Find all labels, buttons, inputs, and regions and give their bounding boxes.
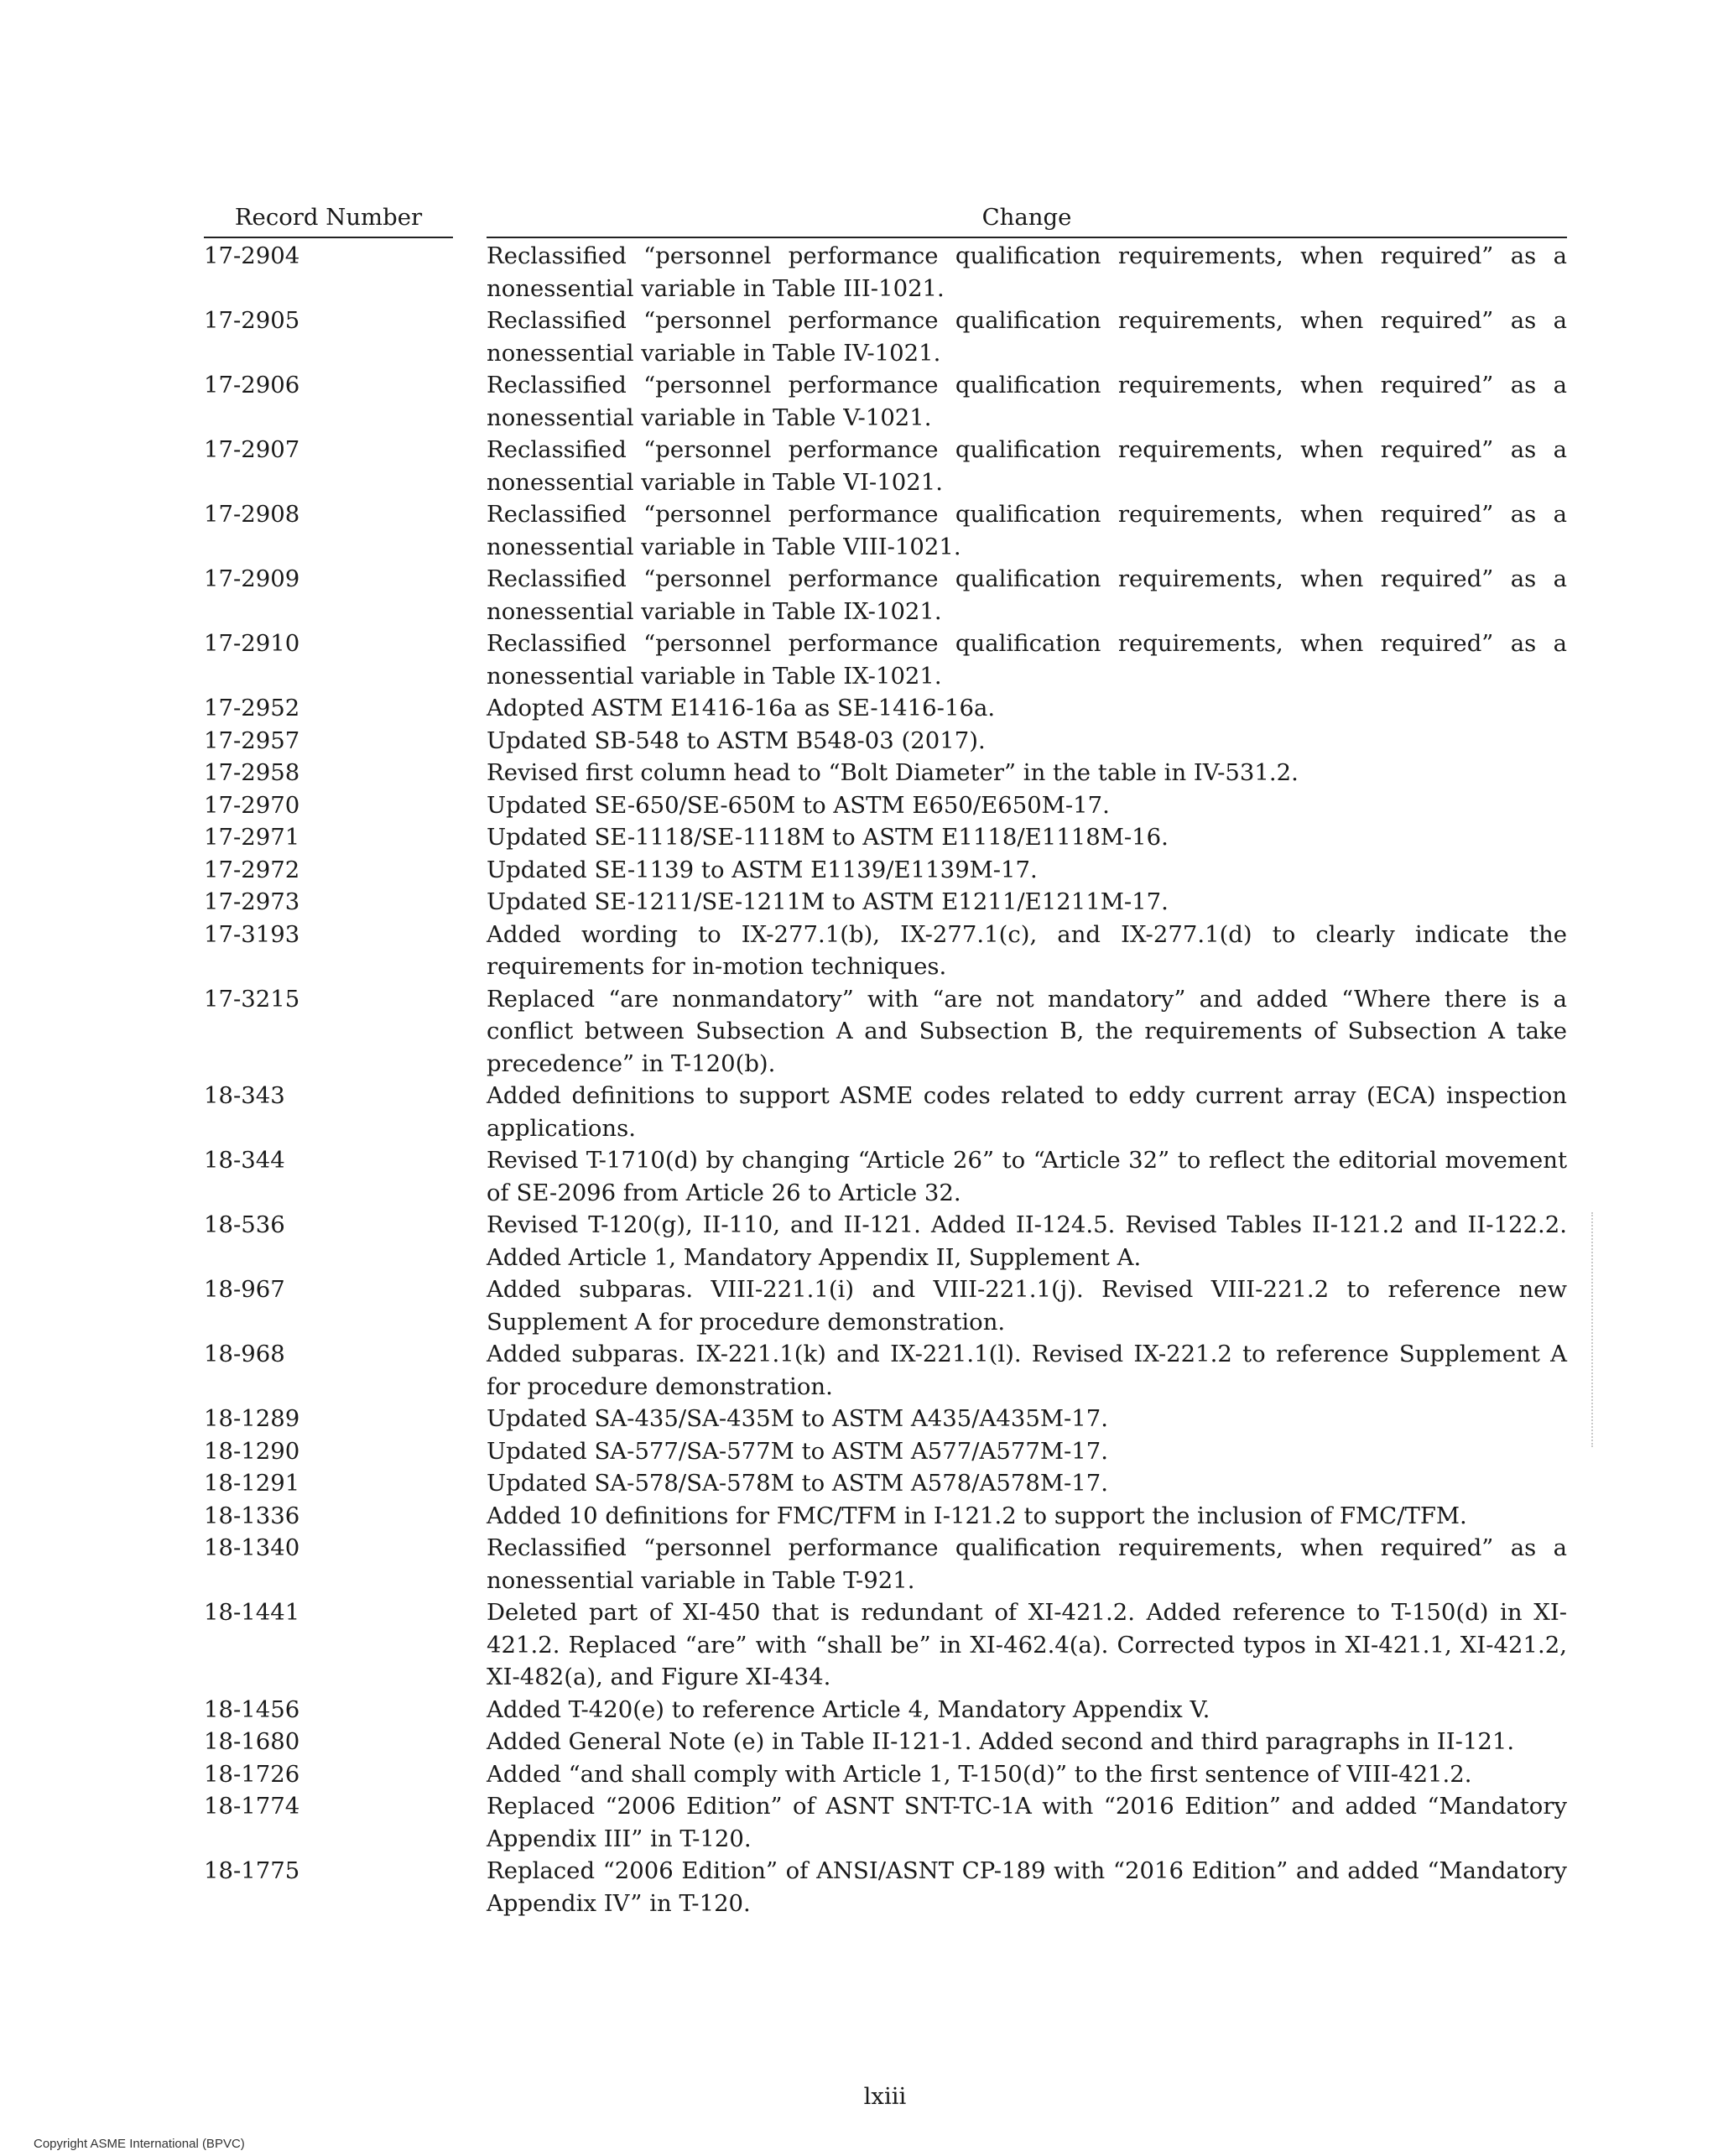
record-number: 18-1726 (204, 1760, 300, 1788)
table-row (204, 886, 1567, 919)
record-number: 18-1291 (204, 1470, 300, 1497)
table-row (204, 1694, 1567, 1726)
table-row (204, 725, 1567, 758)
change-description: Reclassified “personnel performance qualification requirements, when required” as a nonessential variable in Table VI-1021. (487, 436, 1567, 496)
table-header (204, 201, 1567, 240)
change-description: Added wording to IX-277.1(b), IX-277.1(c), and IX-277.1(d) to clearly indicate the requirements for in-motion techniques. (487, 920, 1567, 980)
record-number: 17-2957 (204, 726, 300, 754)
table-row (204, 1209, 1567, 1273)
table-row (204, 1467, 1567, 1500)
change-description: Added subparas. IX-221.1(k) and IX-221.1(l). Revised IX-221.2 to reference Supplement A for procedure demonstration. (487, 1341, 1567, 1400)
record-number: 17-2971 (204, 824, 300, 851)
record-number: 18-1336 (204, 1502, 300, 1529)
record-number: 18-1680 (204, 1728, 300, 1755)
record-number-header: Record Number (204, 201, 453, 238)
record-number: 17-2906 (204, 372, 300, 398)
table-row (204, 1144, 1567, 1209)
record-number: 18-343 (204, 1082, 285, 1109)
change-description: Deleted part of XI-450 that is redundant of XI-421.2. Added reference to T-150(d) in XI-421.2. Replaced “are” with “shall be” in XI-462.4(a). Corrected typos in XI-421.1, XI-421.2, XI-482(a), and Figure XI-434. (487, 1599, 1567, 1690)
record-number: 18-1456 (204, 1695, 300, 1723)
change-description: Reclassified “personnel performance qualification requirements, when required” as a nonessential variable in Table T-921. (487, 1534, 1567, 1594)
table-row (204, 1726, 1567, 1758)
change-description: Reclassified “personnel performance qualification requirements, when required” as a nonessential variable in Table IX-1021. (487, 630, 1567, 690)
change-description: Adopted ASTM E1416-16a as SE-1416-16a. (487, 695, 996, 721)
change-header: Change (487, 201, 1567, 238)
change-description: Added General Note (e) in Table II-121-1. Added second and third paragraphs in II-121. (487, 1728, 1515, 1755)
table-row (204, 821, 1567, 854)
record-number: 17-2904 (204, 242, 300, 269)
table-row (204, 434, 1567, 498)
change-description: Reclassified “personnel performance qualification requirements, when required” as a nonessential variable in Table III-1021. (487, 242, 1567, 302)
table-row (204, 1080, 1567, 1144)
change-description: Updated SE-1139 to ASTM E1139/E1139M-17. (487, 856, 1038, 883)
record-number: 17-3193 (204, 920, 300, 948)
record-number: 18-536 (204, 1211, 285, 1238)
change-description: Reclassified “personnel performance qualification requirements, when required” as a nonessential variable in Table VIII-1021. (487, 501, 1567, 560)
record-number: 18-967 (204, 1276, 285, 1303)
record-number: 18-1774 (204, 1793, 300, 1820)
table-row (204, 1403, 1567, 1435)
change-description: Replaced “are nonmandatory” with “are not mandatory” and added “Where there is a conflict between Subsection A and Subsection B, the requirements of Subsection A take precedence” in T-120(b). (487, 985, 1567, 1077)
table-row (204, 369, 1567, 434)
table-row (204, 1855, 1567, 1919)
record-number: 17-2905 (204, 307, 300, 334)
change-description: Updated SE-1118/SE-1118M to ASTM E1118/E1118M-16. (487, 824, 1169, 851)
change-description: Reclassified “personnel performance qualification requirements, when required” as a nonessential variable in Table IX-1021. (487, 565, 1567, 625)
table-row (204, 1500, 1567, 1533)
change-description: Updated SE-1211/SE-1211M to ASTM E1211/E1211M-17. (487, 888, 1169, 915)
table-row (204, 1790, 1567, 1855)
table-row (204, 1596, 1567, 1694)
table-row (204, 757, 1567, 789)
change-description: Updated SA-435/SA-435M to ASTM A435/A435M-17. (487, 1405, 1109, 1432)
table-row (204, 983, 1567, 1081)
change-description: Updated SB-548 to ASTM B548-03 (2017). (487, 726, 986, 754)
change-description: Added “and shall comply with Article 1, T-150(d)” to the first sentence of VIII-421.2. (487, 1760, 1472, 1788)
table-row (204, 919, 1567, 983)
margin-marks (1591, 1212, 1596, 1447)
record-number: 17-2908 (204, 501, 300, 528)
record-number: 17-2910 (204, 630, 300, 657)
record-number: 17-2907 (204, 436, 300, 463)
change-description: Added T-420(e) to reference Article 4, Mandatory Appendix V. (487, 1695, 1210, 1723)
change-description: Revised T-1710(d) by changing “Article 26” to “Article 32” to reflect the editorial movement of SE-2096 from Article 26 to Article 32. (487, 1147, 1567, 1206)
page-number: lxiii (863, 2083, 907, 2110)
table-row (204, 240, 1567, 305)
table-row (204, 1532, 1567, 1596)
change-description: Added subparas. VIII-221.1(i) and VIII-221.1(j). Revised VIII-221.2 to reference new Supplement A for procedure demonstration. (487, 1276, 1567, 1336)
table-row (204, 563, 1567, 628)
record-number: 18-968 (204, 1341, 285, 1367)
change-description: Replaced “2006 Edition” of ASNT SNT-TC-1A with “2016 Edition” and added “Mandatory Appendix III” in T-120. (487, 1793, 1567, 1852)
change-description: Replaced “2006 Edition” of ANSI/ASNT CP-189 with “2016 Edition” and added “Mandatory Appendix IV” in T-120. (487, 1857, 1567, 1917)
change-description: Added 10 definitions for FMC/TFM in I-121.2 to support the inclusion of FMC/TFM. (487, 1502, 1467, 1529)
record-number: 18-1775 (204, 1857, 300, 1884)
change-description: Revised first column head to “Bolt Diameter” in the table in IV-531.2. (487, 759, 1299, 786)
record-number: 17-2909 (204, 565, 300, 592)
record-number: 17-2972 (204, 856, 300, 883)
record-number: 17-2952 (204, 695, 300, 721)
record-number: 18-1340 (204, 1534, 300, 1561)
record-number: 17-2958 (204, 759, 300, 786)
table-row (204, 854, 1567, 887)
table-row (204, 1338, 1567, 1403)
change-description: Revised T-120(g), II-110, and II-121. Added II-124.5. Revised Tables II-121.2 and II-122.2. Added Article 1, Mandatory Appendix II, Supplement A. (487, 1211, 1567, 1271)
copyright-notice: Copyright ASME International (BPVC) (34, 2137, 245, 2151)
record-number: 17-2970 (204, 791, 300, 819)
table-body (204, 240, 1567, 1919)
change-description: Added definitions to support ASME codes related to eddy current array (ECA) inspection applications. (487, 1082, 1567, 1142)
table-row (204, 789, 1567, 822)
table-row (204, 628, 1567, 692)
record-number: 18-344 (204, 1147, 285, 1174)
table-row (204, 1273, 1567, 1338)
record-number: 17-3215 (204, 985, 300, 1013)
table-row (204, 305, 1567, 369)
change-description: Updated SA-577/SA-577M to ASTM A577/A577M-17. (487, 1437, 1109, 1465)
table-row (204, 1435, 1567, 1468)
record-number: 18-1289 (204, 1405, 300, 1432)
table-row (204, 692, 1567, 725)
record-number: 18-1290 (204, 1437, 300, 1465)
change-description: Reclassified “personnel performance qualification requirements, when required” as a nonessential variable in Table V-1021. (487, 372, 1567, 431)
change-description: Updated SA-578/SA-578M to ASTM A578/A578M-17. (487, 1470, 1109, 1497)
record-number: 17-2973 (204, 888, 300, 915)
change-description: Reclassified “personnel performance qualification requirements, when required” as a nonessential variable in Table IV-1021. (487, 307, 1567, 367)
change-description: Updated SE-650/SE-650M to ASTM E650/E650M-17. (487, 791, 1110, 819)
record-number: 18-1441 (204, 1599, 300, 1626)
table-row (204, 1758, 1567, 1791)
record-change-table (204, 201, 1567, 1919)
table-row (204, 498, 1567, 563)
